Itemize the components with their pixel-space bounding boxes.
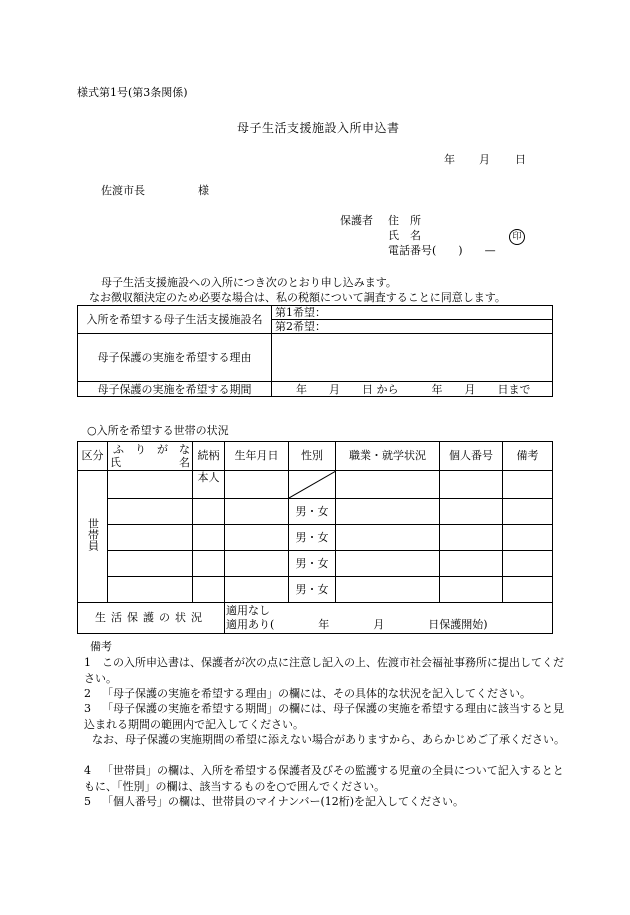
welfare-applied[interactable]: 適用あり( 年 月 日保護開始) bbox=[226, 618, 488, 631]
table-row bbox=[78, 471, 553, 499]
member-relation-cell[interactable] bbox=[193, 499, 225, 525]
col-occupation: 職業・就学状況 bbox=[336, 442, 440, 471]
table-row bbox=[78, 551, 553, 577]
member-occupation-cell[interactable] bbox=[336, 525, 440, 551]
col-birthdate: 生年月日 bbox=[225, 442, 289, 471]
choice-2-field[interactable]: 第2希望： bbox=[272, 320, 553, 334]
diagonal-line bbox=[289, 471, 336, 498]
member-name-cell[interactable] bbox=[108, 551, 193, 577]
member-number-cell[interactable] bbox=[440, 525, 503, 551]
col-name-left: 氏 bbox=[110, 456, 121, 469]
note-5 bbox=[84, 794, 564, 810]
member-remarks-cell[interactable] bbox=[503, 577, 553, 603]
note-text: この入所申込書は、保護者が次の点に注意し記入の上、佐渡市社会福祉事務所に提出してください。 bbox=[84, 656, 564, 685]
reason-label: 母子保護の実施を希望する理由 bbox=[78, 334, 272, 382]
member-name-cell[interactable] bbox=[108, 525, 193, 551]
intro-line-2: なお徴収額決定のため必要な場合は、私の税額について調査することに同意します。 bbox=[89, 291, 506, 304]
note-3b bbox=[84, 732, 572, 748]
intro-line-1: 母子生活支援施設への入所につき次のとおり申し込みます。 bbox=[101, 276, 397, 289]
address-label: 住 所 bbox=[388, 214, 421, 227]
phone-label: 電話番号( ) — bbox=[388, 244, 496, 257]
note-text: 「世帯員」の欄は、入所を希望する保護者及びその監護する児童の全員について記入するとともに、「性別」の欄は、該当するものを○で囲んでください。 bbox=[84, 764, 564, 793]
member-name-cell[interactable] bbox=[108, 471, 193, 499]
col-relation: 続柄 bbox=[193, 442, 225, 471]
member-birthdate-cell[interactable] bbox=[225, 551, 289, 577]
member-birthdate-cell[interactable] bbox=[225, 499, 289, 525]
col-name bbox=[108, 442, 193, 471]
note-4 bbox=[84, 763, 564, 794]
member-occupation-cell[interactable] bbox=[336, 577, 440, 603]
member-birthdate-cell[interactable] bbox=[225, 471, 289, 499]
period-field[interactable]: 年 月 日 から 年 月 日まで bbox=[272, 382, 553, 397]
table-row bbox=[78, 499, 553, 525]
application-table bbox=[77, 305, 553, 397]
member-number-cell[interactable] bbox=[440, 499, 503, 525]
col-my-number: 個人番号 bbox=[440, 442, 503, 471]
choice-1-field[interactable]: 第1希望： bbox=[272, 306, 553, 320]
note-text: 「母子保護の実施を希望する期間」の欄には、母子保護の実施を希望する理由に該当すると見込まれる期間の範囲内で記入してください。 bbox=[84, 702, 564, 731]
note-3 bbox=[84, 701, 564, 732]
self-sex-cell bbox=[289, 471, 336, 499]
col-sex: 性別 bbox=[289, 442, 336, 471]
member-birthdate-cell[interactable] bbox=[225, 577, 289, 603]
welfare-status-field[interactable] bbox=[225, 603, 553, 634]
member-remarks-cell[interactable] bbox=[503, 471, 553, 499]
date-year: 年 bbox=[444, 153, 455, 166]
member-relation-cell[interactable] bbox=[193, 577, 225, 603]
note-number: 5 bbox=[84, 795, 91, 808]
member-number-cell[interactable] bbox=[440, 577, 503, 603]
member-name-cell[interactable] bbox=[108, 577, 193, 603]
members-label: 世帯員 bbox=[78, 471, 108, 603]
seal-icon: 印 bbox=[509, 229, 525, 245]
note-1 bbox=[84, 655, 564, 686]
member-occupation-cell[interactable] bbox=[336, 551, 440, 577]
addressee-name: 佐渡市長 bbox=[101, 184, 145, 197]
note-number: 3 bbox=[84, 702, 91, 715]
sex-option[interactable]: 男・女 bbox=[289, 551, 336, 577]
sex-option[interactable]: 男・女 bbox=[289, 499, 336, 525]
note-number: 2 bbox=[84, 687, 91, 700]
member-occupation-cell[interactable] bbox=[336, 471, 440, 499]
reason-field[interactable] bbox=[272, 334, 553, 382]
col-name-right: 名 bbox=[179, 456, 190, 469]
notes-heading: 備考 bbox=[90, 640, 112, 653]
member-number-cell[interactable] bbox=[440, 471, 503, 499]
member-number-cell[interactable] bbox=[440, 551, 503, 577]
sex-option[interactable]: 男・女 bbox=[289, 577, 336, 603]
household-table bbox=[77, 441, 553, 634]
member-name-cell[interactable] bbox=[108, 499, 193, 525]
welfare-label: 生活保護の状況 bbox=[78, 603, 225, 634]
note-2 bbox=[84, 686, 564, 702]
note-number: 1 bbox=[84, 656, 91, 669]
member-remarks-cell[interactable] bbox=[503, 525, 553, 551]
table-row bbox=[78, 525, 553, 551]
col-remarks: 備考 bbox=[503, 442, 553, 471]
addressee-honorific: 様 bbox=[198, 184, 209, 197]
self-label: 本人 bbox=[193, 471, 225, 499]
member-birthdate-cell[interactable] bbox=[225, 525, 289, 551]
period-label: 母子保護の実施を希望する期間 bbox=[78, 382, 272, 397]
table-row bbox=[78, 577, 553, 603]
col-category: 区分 bbox=[78, 442, 108, 471]
date-month: 月 bbox=[479, 153, 490, 166]
note-text: 「個人番号」の欄は、世帯員のマイナンバー(12桁)を記入してください。 bbox=[102, 795, 465, 808]
note-number: 4 bbox=[84, 764, 91, 777]
sex-option[interactable]: 男・女 bbox=[289, 525, 336, 551]
member-relation-cell[interactable] bbox=[193, 525, 225, 551]
name-label: 氏 名 bbox=[388, 229, 421, 242]
page-title: 母子生活支援施設入所申込書 bbox=[237, 121, 400, 135]
welfare-none[interactable]: 適用なし bbox=[226, 604, 270, 617]
household-heading: ○入所を希望する世帯の状況 bbox=[87, 424, 229, 437]
note-text: 「母子保護の実施を希望する理由」の欄には、その具体的な状況を記入してください。 bbox=[102, 687, 531, 700]
form-number: 様式第1号(第3条関係) bbox=[77, 86, 188, 99]
note-text: なお、母子保護の実施期間の希望に添えない場合がありますから、あらかじめご了承ください。 bbox=[92, 733, 565, 746]
col-furigana: ふ り が な bbox=[113, 443, 190, 456]
applicant-label: 保護者 bbox=[340, 214, 373, 227]
member-relation-cell[interactable] bbox=[193, 551, 225, 577]
member-occupation-cell[interactable] bbox=[336, 499, 440, 525]
member-remarks-cell[interactable] bbox=[503, 551, 553, 577]
member-remarks-cell[interactable] bbox=[503, 499, 553, 525]
date-day: 日 bbox=[515, 153, 526, 166]
facility-label: 入所を希望する母子生活支援施設名 bbox=[78, 306, 272, 334]
